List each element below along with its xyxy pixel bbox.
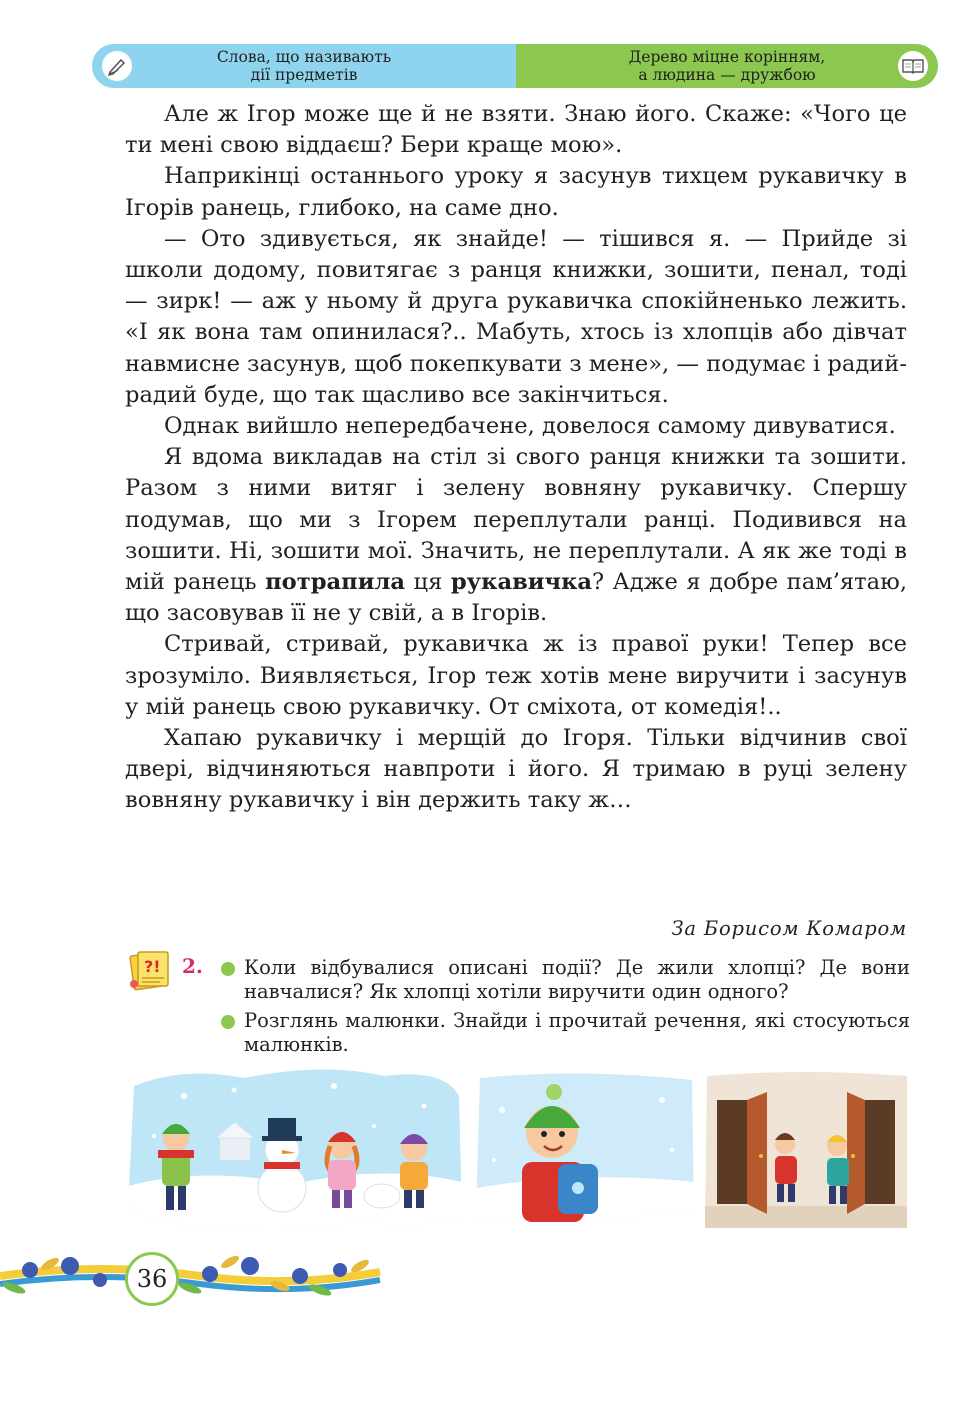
illustration-open-doors: [703, 1070, 909, 1230]
task-number: 2.: [182, 954, 203, 978]
story-paragraph: Але ж Ігор може ще й не взяти. Знаю його. Скаже: «Чого це ти мені свою віддаєш? Бери краще мою».: [125, 101, 907, 159]
bullet-icon: [221, 962, 235, 976]
story-paragraph: — Ото здивується, як знайде! — тішився я. — Прийде зі школи додому, повитягає з ранця книжки, зошити, пенал, тоді — зирк! — аж у ньому й друга рукавичка спокійненько лежить. «І як вона там опинилася?.. Мабуть, хтось із хлопців або дівчат навмисне засунув, щоб покепкувати з мене», — подумає і радий-радий буде, що так щасливо все закінчиться.: [125, 225, 907, 408]
story-author: За Борисом Комаром: [671, 917, 907, 940]
task-card-icon: [124, 948, 176, 992]
banner-proverb-line2: а людина — дружбою: [638, 66, 816, 84]
banner-topic-line1: Слова, що називають: [216, 48, 392, 66]
task-question: Розглянь малюнки. Знайди і прочитай речення, які стосуються малюнків.: [218, 1009, 910, 1057]
illustration-boy-backpack: [472, 1070, 698, 1224]
banner-topic: [92, 44, 516, 88]
story-paragraph: Хапаю рукавичку і мерщій до Ігоря. Тільки відчинив свої двері, відчиняються навпроти і його. Я тримаю в руці зелену вовняну рукавичку і він держить таку ж…: [125, 725, 907, 814]
banner-proverb-line1: Дерево міцне корінням,: [628, 48, 826, 66]
story-text: [125, 99, 907, 817]
bullet-icon: [221, 1015, 235, 1029]
svg-text:?!: ?!: [144, 957, 161, 976]
illustration-winter-play: [124, 1066, 464, 1230]
banner-topic-line2: дії предметів: [250, 66, 358, 84]
bold-word: потрапила: [265, 569, 406, 596]
task-question: Коли відбувалися описані події? Де жили хлопці? Де вони навчалися? Як хлопці хотіли виручити один одного?: [218, 956, 910, 1004]
pen-icon: [102, 51, 132, 81]
decorative-garland: [0, 1236, 390, 1316]
story-paragraph: Я вдома викладав на стіл зі свого ранця книжки та зошити. Разом з ними витяг і зелену вовняну рукавичку. Спершу подумав, що ми з Ігорем переплутали ранці. Подивився на зошити. Ні, зошити мої. Значить, не переплутали. А як же тоді в мій ранець потрапила ця рукавичка? Адже я добре пам’ятаю, що засовував її не у свій, а в Ігорів.: [125, 444, 907, 627]
header-banner: [92, 44, 938, 88]
book-icon: [898, 51, 928, 81]
task-list: [218, 956, 910, 1062]
story-paragraph: Стривай, стривай, рукавичка ж із правої руки! Тепер все зрозуміло. Виявляється, Ігор теж хотів мене виручити і засунув у мій ранець свою рукавичку. От сміхота, от комедія!..: [125, 631, 907, 720]
banner-proverb: [516, 44, 938, 88]
story-paragraph: Однак вийшло непередбачене, довелося самому дивуватися.: [164, 413, 896, 440]
page-number: 36: [125, 1252, 179, 1306]
bold-word: рукавичка: [450, 569, 593, 596]
story-paragraph: Наприкінці останнього уроку я засунув тихцем рукавичку в Ігорів ранець, глибоко, на саме дно.: [125, 163, 907, 221]
